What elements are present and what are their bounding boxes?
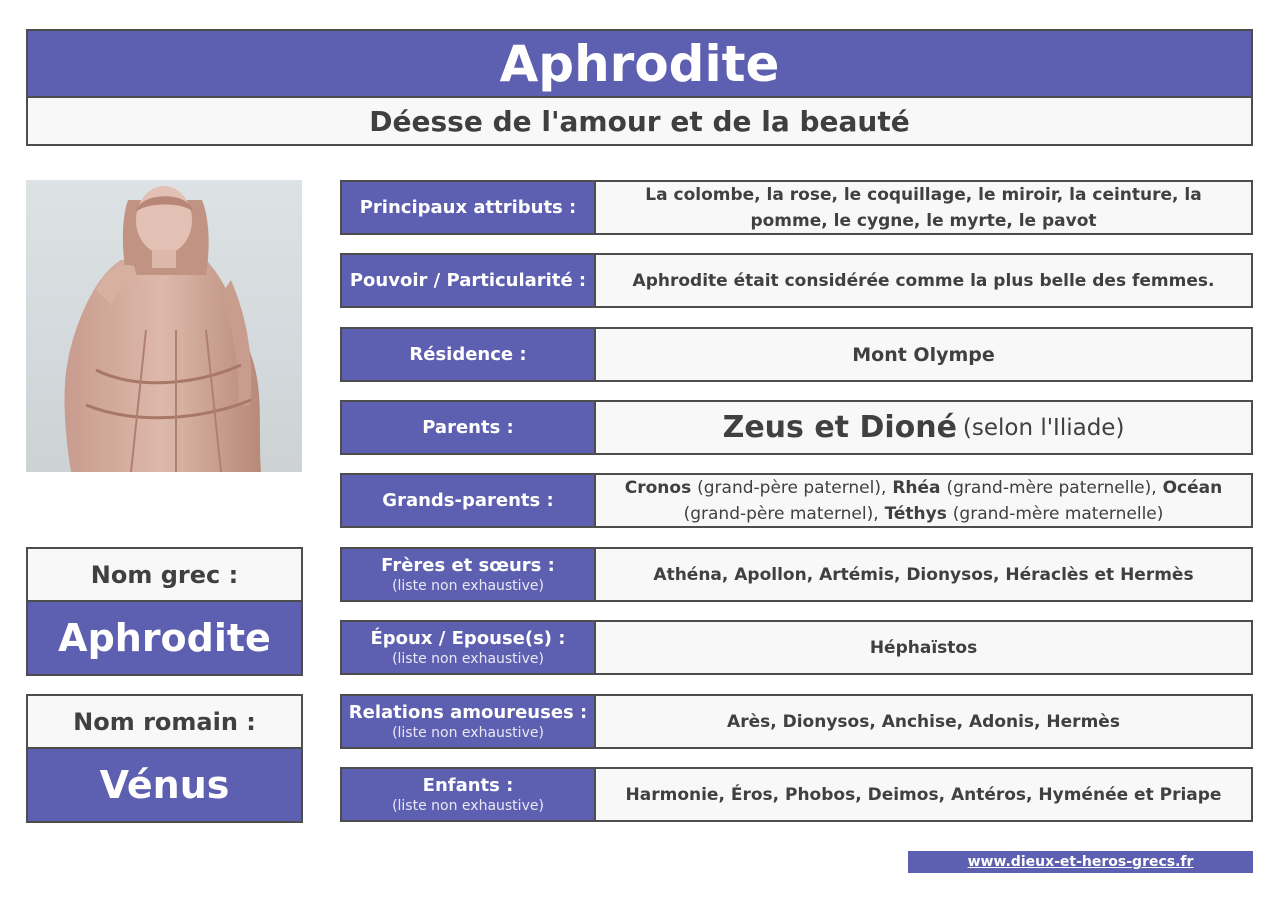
roman-name-label: Nom romain : <box>26 694 303 749</box>
parents-names: Zeus et Dioné <box>722 409 957 445</box>
row-label: Époux / Epouse(s) : (liste non exhaustive) <box>340 620 596 675</box>
row-label: Enfants : (liste non exhaustive) <box>340 767 596 822</box>
row-relations <box>340 694 1253 749</box>
row-enfants <box>340 767 1253 822</box>
page-subtitle: Déesse de l'amour et de la beauté <box>26 96 1253 146</box>
row-label: Résidence : <box>340 327 596 382</box>
row-value: Arès, Dionysos, Anchise, Adonis, Hermès <box>596 694 1253 749</box>
grandparent-cronos: Cronos <box>624 477 692 498</box>
row-value <box>596 473 1253 528</box>
row-pouvoir <box>340 253 1253 308</box>
row-label: Relations amoureuses : (liste non exhaustive) <box>340 694 596 749</box>
row-epoux <box>340 620 1253 675</box>
roman-name-value: Vénus <box>26 747 303 823</box>
website-link[interactable]: www.dieux-et-heros-grecs.fr <box>908 851 1253 873</box>
row-value: Harmonie, Éros, Phobos, Deimos, Antéros, Hyménée et Priape <box>596 767 1253 822</box>
grandparent-note: (grand-mère paternelle), <box>946 477 1157 498</box>
row-value: La colombe, la rose, le coquillage, le miroir, la ceinture, la pomme, le cygne, le myrte, le pavot <box>596 180 1253 235</box>
row-parents <box>340 400 1253 455</box>
row-value: Aphrodite était considérée comme la plus belle des femmes. <box>596 253 1253 308</box>
statue-illustration <box>26 180 302 472</box>
row-label: Principaux attributs : <box>340 180 596 235</box>
grandparent-rhea: Rhéa <box>892 477 941 498</box>
row-grands-parents <box>340 473 1253 528</box>
row-attributs <box>340 180 1253 235</box>
grandparent-tethys: Téthys <box>884 503 947 524</box>
greek-name-label: Nom grec : <box>26 547 303 602</box>
greek-name-value: Aphrodite <box>26 600 303 676</box>
row-value: Héphaïstos <box>596 620 1253 675</box>
parents-note: (selon l'Iliade) <box>962 414 1125 441</box>
row-value: Mont Olympe <box>596 327 1253 382</box>
grandparent-note: (grand-père maternel), <box>683 503 879 524</box>
page-title: Aphrodite <box>26 29 1253 98</box>
row-value: Athéna, Apollon, Artémis, Dionysos, Héraclès et Hermès <box>596 547 1253 602</box>
row-residence <box>340 327 1253 382</box>
row-label: Parents : <box>340 400 596 455</box>
row-label: Grands-parents : <box>340 473 596 528</box>
statue-image <box>26 180 302 472</box>
row-label: Frères et sœurs : (liste non exhaustive) <box>340 547 596 602</box>
row-value <box>596 400 1253 455</box>
grandparent-note: (grand-père paternel), <box>697 477 887 498</box>
row-freres <box>340 547 1253 602</box>
grandparent-ocean: Océan <box>1162 477 1223 498</box>
grandparent-note: (grand-mère maternelle) <box>952 503 1164 524</box>
row-label: Pouvoir / Particularité : <box>340 253 596 308</box>
